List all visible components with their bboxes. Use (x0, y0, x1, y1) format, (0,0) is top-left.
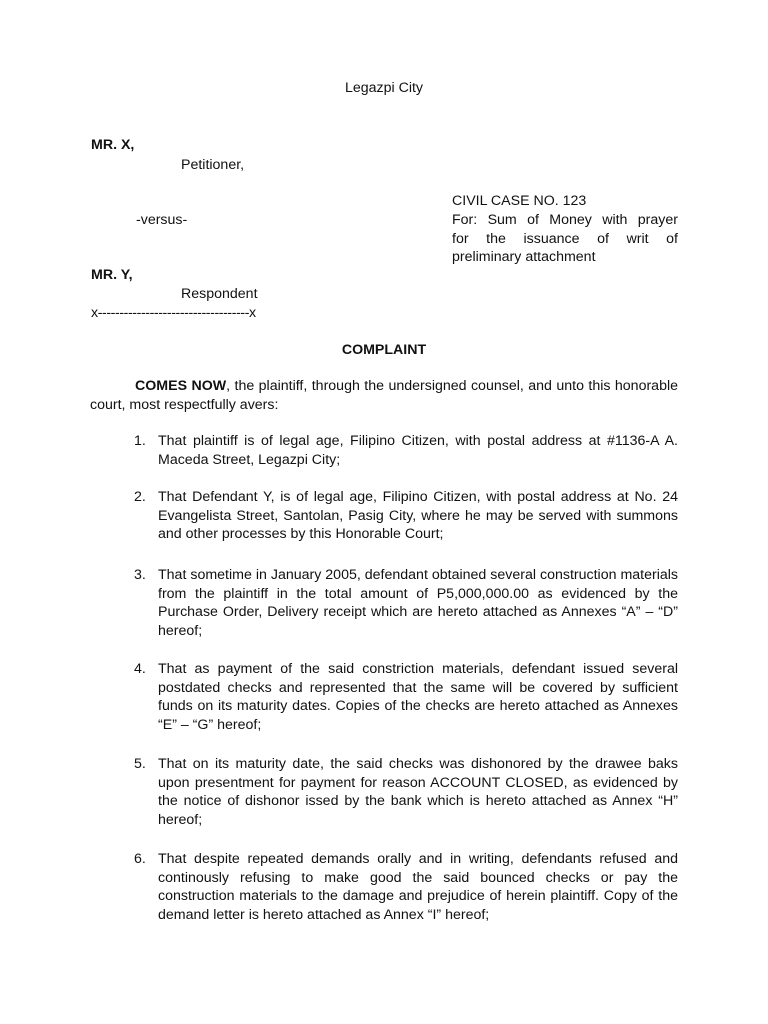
allegation-item (134, 566, 678, 640)
allegation-number: 2. (134, 489, 146, 505)
case-number: CIVIL CASE NO. 123 (452, 193, 587, 209)
allegation-item (134, 850, 678, 924)
respondent-name: MR. Y, (91, 267, 133, 283)
allegation-text: That Defendant Y, is of legal age, Filipino Citizen, with postal address at No. 24 Evangelista Street, Santolan, Pasig City, where he may be served with summons and other processes by this Honorable Court; (158, 489, 678, 543)
document-title: COMPLAINT (341, 342, 427, 358)
allegation-text: That plaintiff is of legal age, Filipino Citizen, with postal address at #1136-A A. Maceda Street, Legazpi City; (158, 433, 678, 468)
allegation-item (134, 432, 678, 469)
case-nature-line: For: Sum of Money with prayer (452, 212, 678, 228)
allegation-number: 4. (134, 661, 146, 677)
versus-label: -versus- (136, 212, 188, 228)
intro-text: , the plaintiff, through the undersigned counsel, and unto this honorable court, most respectfully avers: (90, 378, 679, 413)
allegation-text: That despite repeated demands orally and in writing, defendants refused and continously refusing to make good the said bounced checks or pay the construction materials to the damage and prejudice of herein plaintiff. Copy of the demand letter is hereto attached as Annex “I” hereof; (158, 851, 678, 923)
allegation-item (134, 660, 678, 734)
respondent-role: Respondent (181, 286, 258, 302)
allegation-number: 6. (134, 851, 146, 867)
petitioner-role: Petitioner, (181, 157, 245, 173)
case-nature-line: preliminary attachment (452, 249, 596, 266)
intro-lead: COMES NOW (135, 378, 227, 394)
court-city: Legazpi City (344, 80, 424, 96)
allegation-number: 3. (134, 567, 146, 583)
allegation-text: That as payment of the said constriction materials, defendant issued several postdated checks and represented that the same will be covered by sufficient funds on its maturity dates. Copies of the checks are hereto attached as Annexes “E” – “G” hereof; (158, 661, 678, 733)
caption-separator: x-----------------------------------x (91, 305, 256, 321)
allegation-text: That on its maturity date, the said checks was dishonored by the drawee baks upon presentment for payment for reason ACCOUNT CLOSED, as evidenced by the notice of dishonor issed by the bank which is hereto attached as Annex “H” hereof; (158, 756, 678, 828)
case-nature (452, 211, 678, 267)
intro-paragraph (90, 377, 678, 414)
allegation-number: 5. (134, 756, 146, 772)
allegation-text: That sometime in January 2005, defendant obtained several construction materials from the plaintiff in the total amount of P5,000,000.00 as evidenced by the Purchase Order, Delivery receipt which are hereto attached as Annexes “A” – “D” hereof; (158, 567, 678, 639)
case-nature-line: for the issuance of writ of (452, 230, 678, 247)
petitioner-name: MR. X, (91, 137, 135, 153)
allegation-item (134, 488, 678, 544)
allegation-number: 1. (134, 433, 146, 449)
allegation-item (134, 755, 678, 829)
